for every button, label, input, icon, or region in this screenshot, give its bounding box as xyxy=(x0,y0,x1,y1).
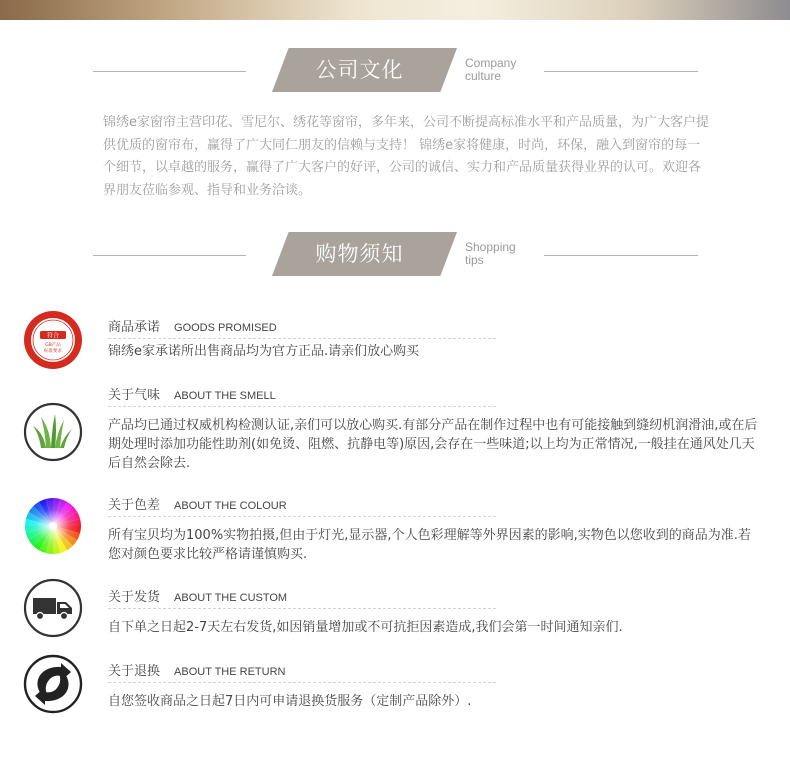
tip-title: 关于气味 xyxy=(108,388,161,403)
tip-english-title: ABOUT THE RETURN xyxy=(174,666,286,678)
tip-english-title: GOODS PROMISED xyxy=(174,322,277,334)
culture-english-title: Company culture xyxy=(465,56,517,83)
svg-text:GB产品: GB产品 xyxy=(45,343,61,348)
tip-heading xyxy=(108,660,285,679)
grass-icon xyxy=(23,402,83,462)
tip-english-title: ABOUT THE SMELL xyxy=(174,390,276,402)
shopping-section-header xyxy=(0,232,790,276)
culture-paragraph: 锦绣e家窗帘主营印花、雪尼尔、绣花等窗帘，多年来，公司不断提高标准水平和产品质量，为广大客户提供优质的窗帘布，赢得了广大同仁朋友的信赖与支持！ 锦绣e家将健康，时尚，环保，融入到窗帘的每一个细节，以卓越的服务，赢得了广大客户的好评，公司的诚信、实力和产品质量获得业界的认可。欢迎各界朋友莅临参观、指导和业务洽谈。 xyxy=(103,115,709,198)
truck-icon xyxy=(23,578,83,638)
tip-body: 自下单之日起2-7天左右发货,如因销量增加或不可抗拒因素造成,我们会第一时间通知亲们. xyxy=(108,620,623,635)
dotted-divider xyxy=(108,682,496,683)
tip-body: 产品均已通过权威机构检测认证,亲们可以放心购买.有部分产品在制作过程中也有可能接触到缝纫机润滑油,或在后期处理时添加功能性助剂(如免烫、阻燃、抗静电等)原因,会存在一些味道;以上均为正常情况,一般挂在通风处几天后自然会除去. xyxy=(108,418,758,471)
dotted-divider xyxy=(108,338,496,339)
tip-heading xyxy=(108,384,276,403)
tip-title: 关于发货 xyxy=(108,590,161,605)
shopping-title: 购物须知 xyxy=(315,242,404,266)
divider-left xyxy=(93,71,246,72)
culture-section-header xyxy=(0,48,790,92)
svg-text:标准要求: 标准要求 xyxy=(44,349,62,354)
culture-title: 公司文化 xyxy=(315,58,404,82)
dotted-divider xyxy=(108,406,496,407)
shopping-english-title: Shopping tips xyxy=(465,240,516,267)
tip-title: 关于色差 xyxy=(108,498,161,513)
divider-left xyxy=(93,255,246,256)
tip-heading xyxy=(108,316,277,335)
color-wheel-icon xyxy=(23,496,83,556)
divider-right xyxy=(544,71,698,72)
tip-body: 自您签收商品之日起7日内可申请退换货服务（定制产品除外）. xyxy=(108,694,472,709)
top-image-strip xyxy=(0,0,790,20)
tip-english-title: ABOUT THE CUSTOM xyxy=(174,592,288,604)
tip-title: 关于退换 xyxy=(108,664,161,679)
tip-heading xyxy=(108,494,287,513)
svg-text:符合: 符合 xyxy=(46,332,60,340)
tip-body: 锦绣e家承诺所出售商品均为官方正品.请亲们放心购买 xyxy=(108,344,420,359)
tip-title: 商品承诺 xyxy=(108,320,161,335)
quality-seal-icon xyxy=(23,310,83,370)
dotted-divider xyxy=(108,516,496,517)
tip-english-title: ABOUT THE COLOUR xyxy=(174,500,287,512)
return-arrow-icon xyxy=(23,654,83,714)
dotted-divider xyxy=(108,608,496,609)
tip-heading xyxy=(108,586,287,605)
divider-right xyxy=(544,255,698,256)
tip-body: 所有宝贝均为100%实物拍摄,但由于灯光,显示器,个人色彩理解等外界因素的影响,实物色以您收到的商品为准.若您对颜色要求比较严格请谨慎购买. xyxy=(108,528,751,562)
